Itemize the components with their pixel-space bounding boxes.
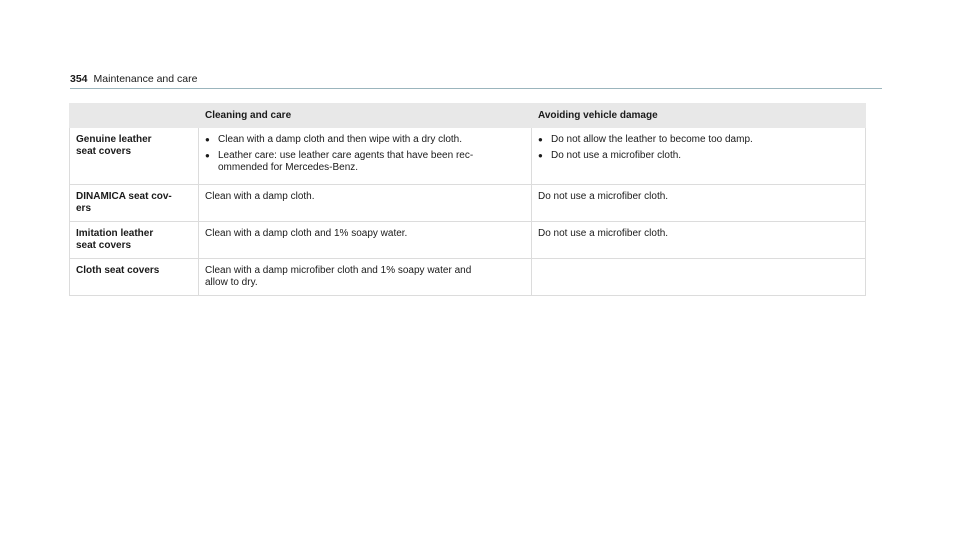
avoiding-cell: Do not use a microfiber cloth. [532,222,866,259]
row-label: DINAMICA seat cov- ers [70,185,199,222]
page-number: 354 [70,73,88,85]
list-item-text: Do not use a microfiber cloth. [551,150,682,161]
table-row [70,185,866,222]
section-title: Maintenance and care [93,73,198,85]
seat-care-table [69,103,866,296]
list-item [205,134,525,146]
page-header [70,72,882,89]
avoiding-cell [532,128,866,185]
cleaning-cell: Clean with a damp microfiber cloth and 1% soapy water and allow to dry. [199,259,532,296]
avoiding-cell [532,259,866,296]
bullet-icon: ● [205,135,210,144]
list-item-text: Do not allow the leather to become too damp. [551,134,753,145]
list-item [205,150,525,174]
bullet-icon: ● [538,135,543,144]
list-item-text: Leather care: use leather care agents that have been rec- ommended for Mercedes-Benz. [218,150,474,173]
row-label: Imitation leather seat covers [70,222,199,259]
cleaning-cell [199,128,532,185]
avoiding-list [538,134,859,162]
list-item-text: Clean with a damp cloth and then wipe with a dry cloth. [218,134,463,145]
table-row [70,222,866,259]
row-label: Cloth seat covers [70,259,199,296]
cleaning-cell: Clean with a damp cloth. [199,185,532,222]
row-label: Genuine leather seat covers [70,128,199,185]
cleaning-cell: Clean with a damp cloth and 1% soapy water. [199,222,532,259]
list-item [538,150,859,162]
table-row [70,259,866,296]
list-item [538,134,859,146]
avoiding-cell: Do not use a microfiber cloth. [532,185,866,222]
bullet-icon: ● [205,151,210,160]
column-header-empty [70,104,199,128]
bullet-icon: ● [538,151,543,160]
column-header-avoiding: Avoiding vehicle damage [532,104,866,128]
table-row [70,128,866,185]
cleaning-list [205,134,525,174]
table-header-row [70,104,866,128]
column-header-cleaning: Cleaning and care [199,104,532,128]
